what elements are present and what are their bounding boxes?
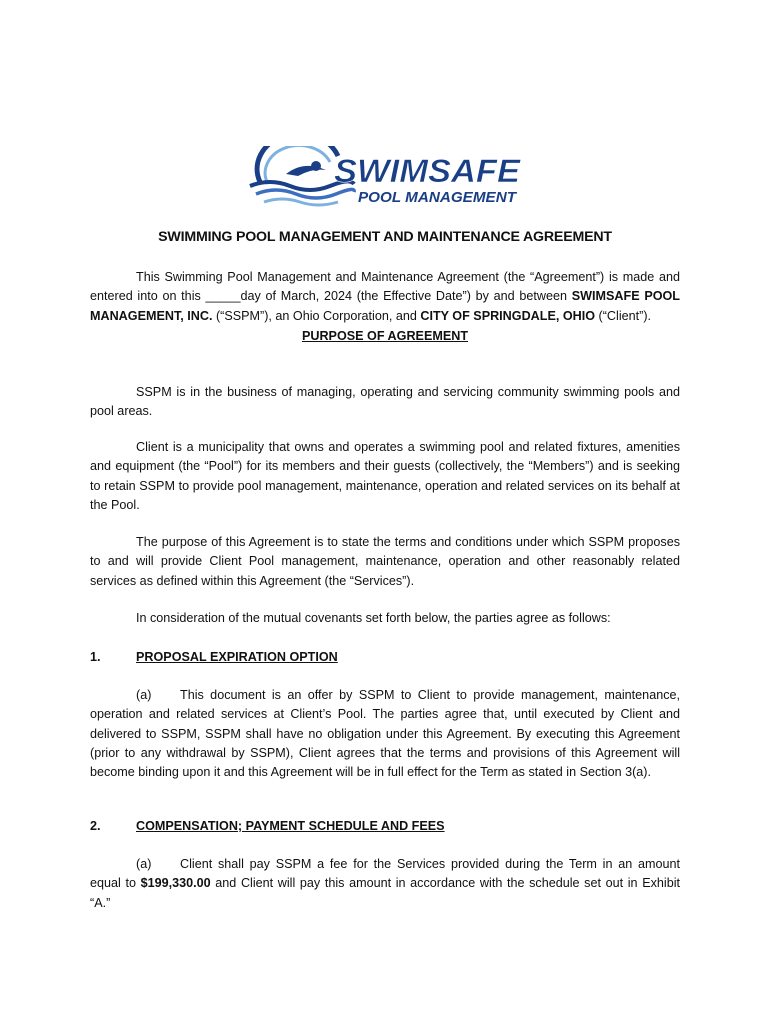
swimsafe-logo-graphic [246, 146, 522, 210]
section-2-clause-label: (a) [136, 857, 152, 871]
purpose-heading: PURPOSE OF AGREEMENT [301, 328, 469, 343]
document-title: SWIMMING POOL MANAGEMENT AND MAINTENANCE AGREEMENT [158, 229, 612, 245]
section-2-clause-text-a: Client shall pay SSPM a fee for the Services provided during the Term in an amount equal to [90, 857, 680, 891]
logo-ring-arc [257, 146, 338, 182]
swimsafe-logo [246, 146, 522, 210]
section-1-clause-label: (a) [136, 688, 152, 702]
section-1-header [90, 648, 680, 667]
party-client-name: CITY OF SPRINGDALE, OHIO [420, 308, 596, 323]
section-1 [90, 648, 680, 782]
purpose-paragraph-4: In consideration of the mutual covenants set forth below, the parties agree as follows: [136, 611, 611, 625]
fee-amount: $199,330.00 [140, 876, 211, 891]
party-sspm-name: SWIMSAFE POOL MANAGEMENT, INC. [90, 289, 681, 323]
intro-paragraph [90, 268, 680, 346]
section-2 [90, 817, 680, 913]
section-2-heading: COMPENSATION; PAYMENT SCHEDULE AND FEES [136, 819, 445, 833]
section-2-number: 2. [90, 819, 101, 833]
purpose-paragraph-1: SSPM is in the business of managing, operating and servicing community swimming pools and pool areas. [90, 385, 680, 419]
section-1-heading: PROPOSAL EXPIRATION OPTION [136, 650, 338, 664]
wave-3-icon [264, 199, 338, 205]
section-1-number: 1. [90, 650, 101, 664]
purpose-paragraph-3: The purpose of this Agreement is to state the terms and conditions under which SSPM proposes to and will provide Client Pool management, maintenance, operation and other reasonably related services as defined within this Agreement (the “Services”). [90, 535, 680, 588]
logo-tagline: POOL MANAGEMENT [358, 189, 518, 206]
intro-text-b: (“SSPM”), an Ohio Corporation, and [212, 308, 421, 323]
section-1-clause-text: This document is an offer by SSPM to Client to provide management, maintenance, operation and related services at Client’s Pool. The parties agree that, until executed by Client and delivered to SSPM, SSPM shall have no obligation under this Agreement. By executing this Agreement (prior to any withdrawal by SSPM), Client agrees that the terms and provisions of this Agreement will become binding upon it and this Agreement will be in full effect for the Term as stated in Section 3(a). [90, 688, 680, 780]
section-1-clause-a [90, 686, 680, 782]
purpose-paragraph-2: Client is a municipality that owns and operates a swimming pool and related fixtures, amenities and equipment (the “Pool”) for its members and their guests (collectively, the “Members”) and is seeking to retain SSPM to provide pool management, maintenance, operation and related services on its behalf at the Pool. [90, 440, 680, 512]
intro-text-a: This Swimming Pool Management and Maintenance Agreement (the “Agreement”) is made and entered into on this _____day of March, 2024 (the Effective Date”) by and between [90, 270, 680, 304]
logo-brand-word: SWIMSAFE [334, 153, 522, 189]
intro-text-c: (“Client”). [595, 308, 652, 323]
section-2-header [90, 817, 680, 836]
section-2-clause-a [90, 855, 680, 913]
section-2-clause-text-b: and Client will pay this amount in accordance with the schedule set out in Exhibit “A.” [90, 876, 680, 910]
